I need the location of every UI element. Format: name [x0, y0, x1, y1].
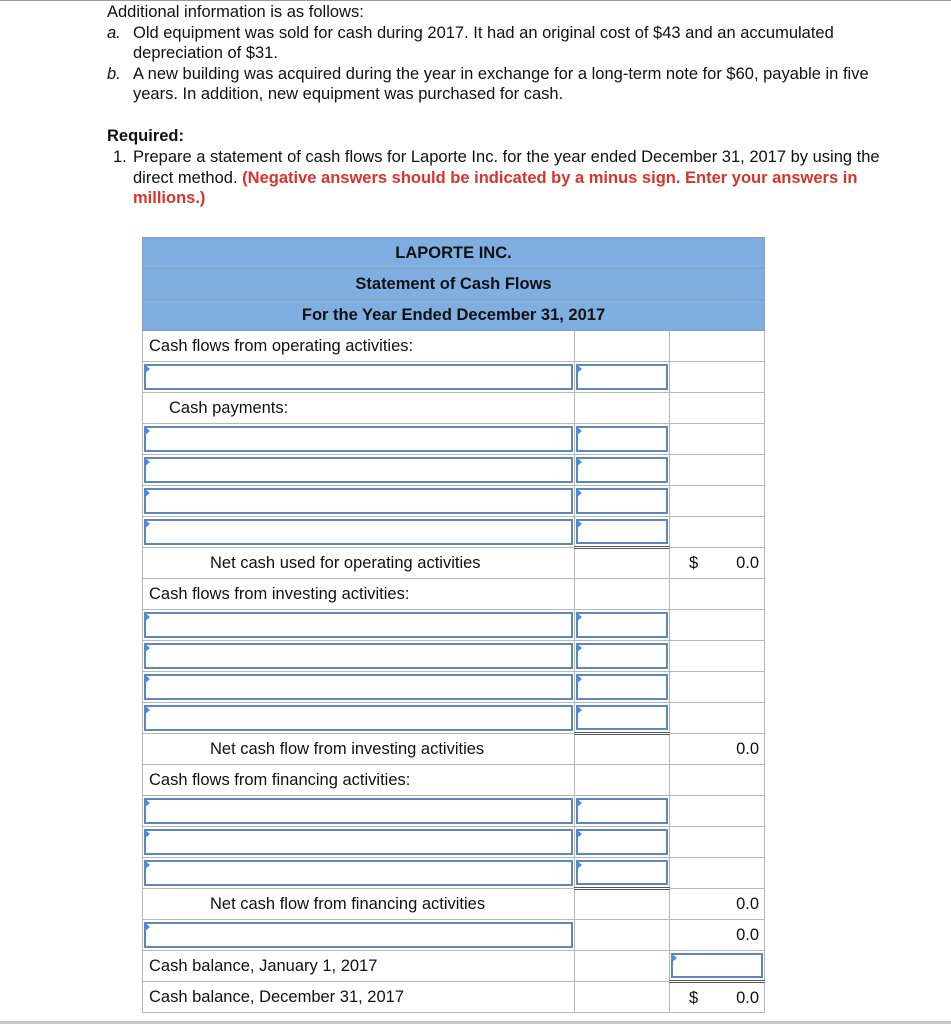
info-item-text: depreciation of $31. [133, 44, 278, 62]
financing-label-input[interactable] [144, 860, 573, 886]
net-financing-value: 0.0 [736, 895, 759, 913]
required-number: 1. [113, 148, 127, 166]
begin-balance-label: Cash balance, January 1, 2017 [143, 951, 575, 982]
statement-period: For the Year Ended December 31, 2017 [143, 300, 765, 331]
investing-amount-input[interactable] [576, 674, 668, 700]
cash-flow-statement [142, 237, 765, 1013]
investing-heading: Cash flows from investing activities: [143, 579, 575, 610]
net-investing-label: Net cash flow from investing activities [143, 734, 575, 765]
operating-heading: Cash flows from operating activities: [143, 331, 575, 362]
cash-payment-amount-input[interactable] [576, 488, 668, 514]
net-change-value: 0.0 [736, 926, 759, 944]
end-balance-value: 0.0 [736, 989, 759, 1007]
info-item-label: b. [107, 64, 121, 83]
info-item-label: a. [107, 23, 121, 42]
top-divider [0, 0, 951, 1]
net-financing-label: Net cash flow from financing activities [143, 889, 575, 920]
cash-payment-amount-input[interactable] [576, 457, 668, 483]
required-instructions [107, 147, 880, 209]
net-operating-total [670, 548, 765, 579]
end-balance-label: Cash balance, December 31, 2017 [143, 982, 575, 1013]
info-item-text: years. In addition, new equipment was purchased for cash. [133, 85, 564, 103]
net-investing-value: 0.0 [736, 740, 759, 758]
operating-receipt-amount-cell [575, 362, 670, 393]
net-change-total [670, 920, 765, 951]
financing-amount-input[interactable] [576, 829, 668, 855]
net-investing-total [670, 734, 765, 765]
investing-amount-input[interactable] [576, 612, 668, 638]
net-operating-label: Net cash used for operating activities [143, 548, 575, 579]
investing-label-input[interactable] [144, 643, 573, 669]
info-item-text: Old equipment was sold for cash during 2017. It had an original cost of $43 and an accumulated [133, 23, 834, 42]
intro-heading: Additional information is as follows: [107, 3, 364, 21]
currency-symbol: $ [689, 554, 699, 572]
begin-balance-input[interactable] [671, 953, 763, 978]
investing-label-input[interactable] [144, 612, 573, 638]
currency-symbol: $ [689, 989, 699, 1007]
investing-label-input[interactable] [144, 705, 573, 731]
investing-label-input[interactable] [144, 674, 573, 700]
financing-amount-input[interactable] [576, 860, 668, 885]
investing-amount-input[interactable] [576, 705, 668, 730]
operating-receipt-label-input[interactable] [144, 364, 573, 390]
required-line: direct method. [133, 168, 238, 187]
cash-payment-label-input[interactable] [144, 457, 573, 483]
operating-receipt-label-cell [143, 362, 575, 393]
info-item-b [107, 64, 951, 105]
financing-heading: Cash flows from financing activities: [143, 765, 575, 796]
additional-info [107, 2, 951, 105]
investing-amount-input[interactable] [576, 643, 668, 669]
net-operating-value: 0.0 [736, 554, 759, 572]
required-line: Prepare a statement of cash flows for Laporte Inc. for the year ended December 31, 2017 by using the [133, 148, 880, 166]
cash-payment-label-input[interactable] [144, 488, 573, 514]
statement-title: Statement of Cash Flows [143, 269, 765, 300]
financing-label-input[interactable] [144, 798, 573, 824]
required-note: millions.) [133, 189, 206, 207]
info-item-a [107, 23, 951, 64]
cash-payment-label-input[interactable] [144, 426, 573, 452]
info-item-text: A new building was acquired during the year in exchange for a long-term note for $60, payable in five [133, 64, 869, 83]
end-balance-total [670, 982, 765, 1013]
net-change-label-input[interactable] [144, 922, 573, 948]
operating-receipt-amount-input[interactable] [576, 364, 668, 390]
financing-amount-input[interactable] [576, 798, 668, 824]
cash-payments-label: Cash payments: [143, 393, 575, 424]
financing-label-input[interactable] [144, 829, 573, 855]
cash-payment-amount-input[interactable] [576, 519, 668, 544]
net-financing-total [670, 889, 765, 920]
cash-payment-amount-input[interactable] [576, 426, 668, 452]
required-heading: Required: [107, 127, 185, 145]
required-note: (Negative answers should be indicated by a minus sign. Enter your answers in [242, 168, 858, 187]
cash-payment-label-input[interactable] [144, 519, 573, 545]
company-name: LAPORTE INC. [143, 238, 765, 269]
